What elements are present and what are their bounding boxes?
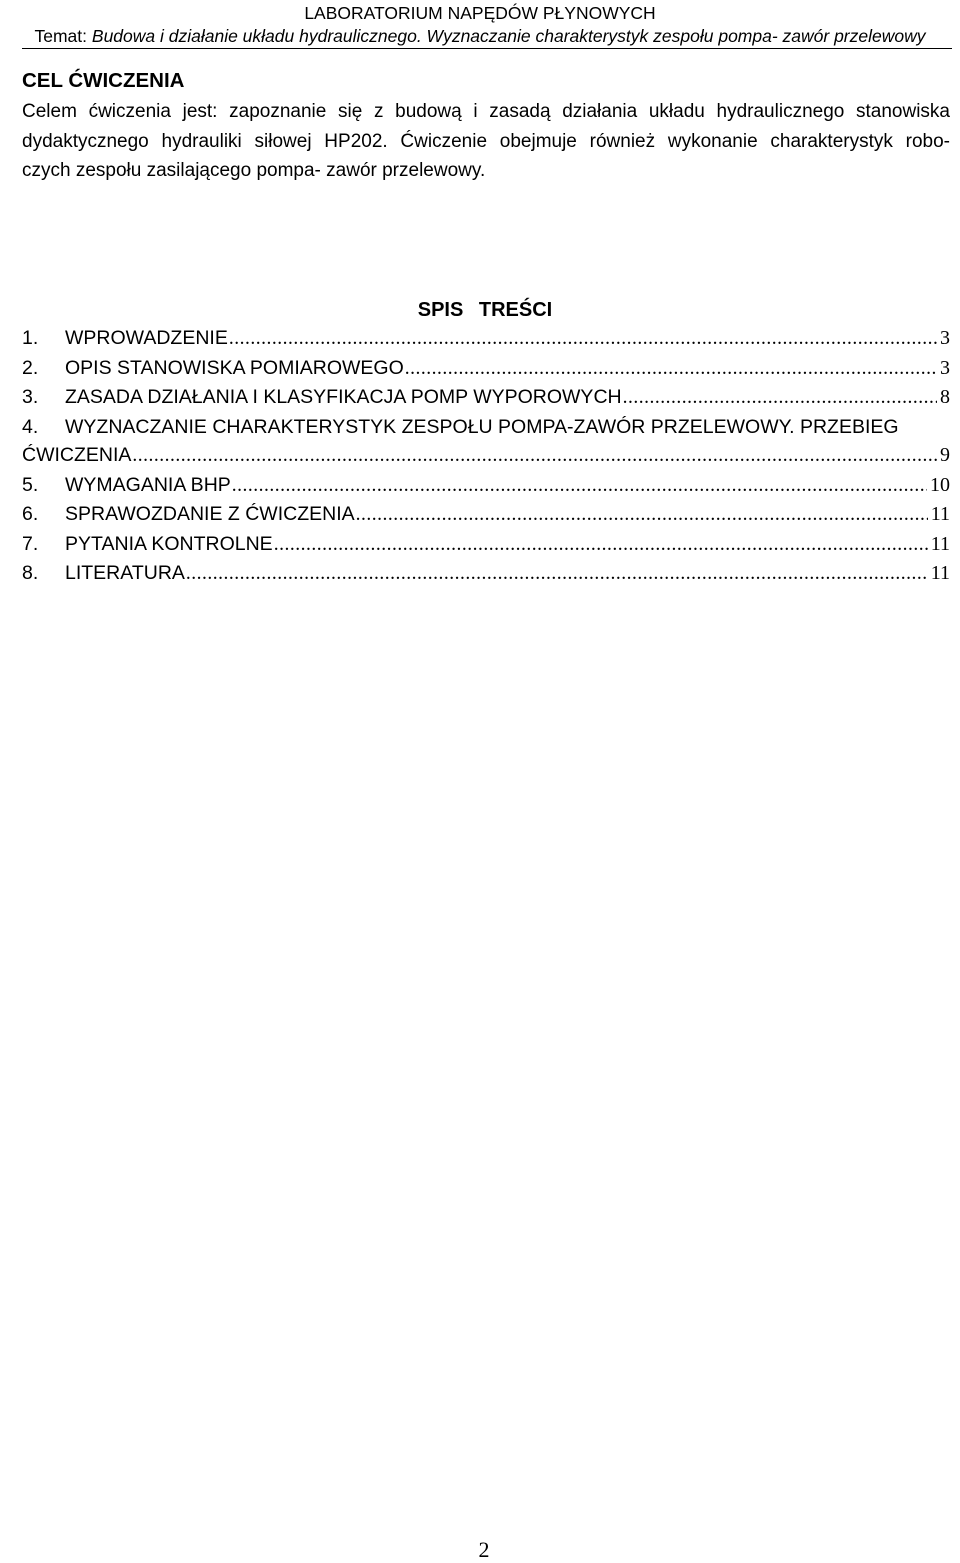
toc-leader-dots — [405, 355, 937, 384]
header-divider — [22, 48, 952, 49]
toc-entry-number: 2. — [22, 356, 39, 379]
toc-entry[interactable] — [22, 413, 950, 471]
toc-entry-page: 11 — [930, 503, 950, 525]
toc-entry-page: 10 — [930, 473, 950, 496]
toc-entry-continuation — [22, 441, 950, 471]
aim-line: Celem ćwiczenia jest: zapoznanie się z budową i zasadą działania układu hydraulicznego stanowiska — [22, 101, 950, 122]
toc-leader-dots — [623, 384, 937, 413]
header-topic — [22, 25, 938, 48]
header-topic-prefix: Temat: — [34, 26, 92, 46]
toc-leader-dots — [229, 325, 937, 354]
toc-title — [0, 296, 960, 324]
page-number: 2 — [478, 1537, 490, 1562]
toc-entry-label: SPRAWOZDANIE Z ĆWICZENIA — [65, 503, 355, 525]
toc-entry[interactable] — [22, 324, 950, 354]
toc-entry[interactable] — [22, 500, 950, 530]
toc-entry[interactable] — [22, 559, 950, 589]
toc-entry-number: 6. — [22, 503, 39, 525]
toc-leader-dots — [132, 442, 937, 471]
toc-entry-number: 7. — [22, 532, 39, 555]
toc-entry[interactable] — [22, 383, 950, 413]
toc-entry-number: 1. — [22, 327, 39, 349]
page-header — [22, 2, 938, 48]
header-topic-text: Budowa i działanie układu hydraulicznego. Wyznaczanie charakterystyk zespołu pompa- zawór przelewowy — [91, 26, 926, 46]
toc-entry-page: 3 — [940, 327, 950, 349]
toc-entry-number: 4. — [22, 415, 39, 438]
toc-leader-dots — [274, 531, 928, 560]
toc-entry-page: 3 — [940, 356, 950, 379]
toc-leader-dots — [356, 501, 928, 530]
toc-entry-page: 8 — [940, 386, 950, 408]
toc-entry[interactable] — [22, 530, 950, 560]
toc-entry-number: 8. — [22, 562, 39, 584]
toc-entry-label: WPROWADZENIE — [65, 327, 228, 349]
aim-line: czych zespołu zasilającego pompa- zawór przelewowy. — [22, 160, 486, 181]
toc-leader-dots — [232, 472, 927, 501]
toc-entry-page: 11 — [930, 562, 950, 584]
toc-entry[interactable] — [22, 354, 950, 384]
toc-entry-label: OPIS STANOWISKA POMIAROWEGO — [65, 356, 404, 379]
toc-entry-first-line — [22, 413, 950, 442]
toc-entry-label: WYMAGANIA BHP — [65, 473, 231, 496]
toc-entry-label: ZASADA DZIAŁANIA I KLASYFIKACJA POMP WYPOROWYCH — [65, 386, 622, 408]
toc-entry-label: PYTANIA KONTROLNE — [65, 532, 273, 555]
toc-title-part: TREŚCI — [478, 299, 553, 321]
toc-entry-label: WYZNACZANIE CHARAKTERYSTYK ZESPOŁU POMPA-ZAWÓR PRZELEWOWY. PRZEBIEG — [65, 415, 899, 438]
header-lab-title: LABORATORIUM NAPĘDÓW PŁYNOWYCH — [304, 3, 656, 23]
toc-title-part: SPIS — [417, 299, 464, 321]
table-of-contents — [22, 324, 950, 589]
toc-entry[interactable] — [22, 471, 950, 501]
aim-line: dydaktycznego hydrauliki siłowej HP202. Ćwiczenie obejmuje również wykonanie charakterystyk robo- — [22, 130, 950, 152]
toc-entry-label: LITERATURA — [65, 562, 185, 584]
toc-entry-page: 9 — [940, 444, 950, 466]
aim-paragraph — [22, 97, 950, 186]
toc-entry-number: 3. — [22, 386, 39, 408]
toc-entry-page: 11 — [930, 532, 950, 555]
toc-leader-dots — [186, 560, 928, 589]
toc-entry-number: 5. — [22, 473, 39, 496]
toc-entry-label-continuation: ĆWICZENIA — [22, 444, 132, 466]
aim-heading: CEL ĆWICZENIA — [22, 69, 185, 92]
